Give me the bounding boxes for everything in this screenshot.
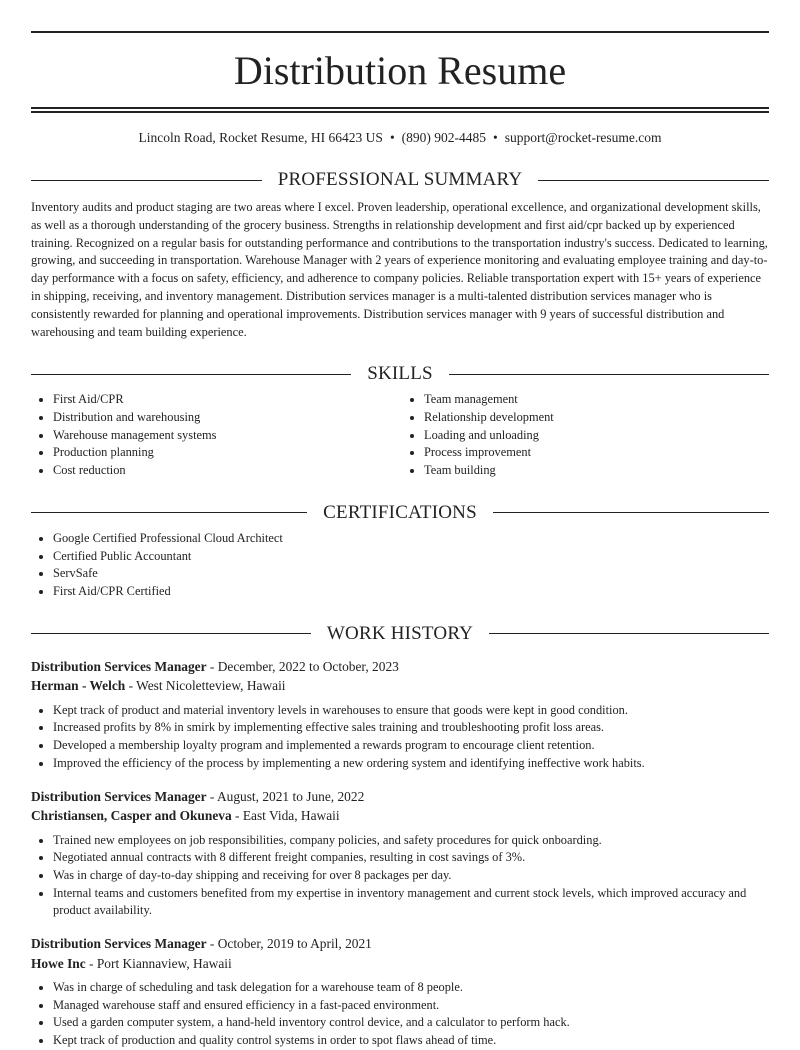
heading-rule xyxy=(31,180,262,181)
skills-grid xyxy=(31,385,769,480)
contact-line xyxy=(31,129,769,147)
job-company: Herman - Welch xyxy=(31,678,126,694)
page-title: Distribution Resume xyxy=(233,48,567,93)
section-heading-certifications xyxy=(31,502,769,524)
job-bullets xyxy=(31,702,769,773)
job-title-line xyxy=(31,657,769,677)
section-title: CERTIFICATIONS xyxy=(323,501,477,523)
list-item: • Certified Public Accountant xyxy=(53,548,769,566)
job-entry xyxy=(31,934,769,1050)
job-title-line xyxy=(31,787,769,807)
title-double-rule xyxy=(31,107,769,113)
top-rule xyxy=(31,31,769,33)
job-company: Howe Inc xyxy=(31,955,86,971)
heading-rule xyxy=(538,180,769,181)
heading-rule xyxy=(31,633,311,634)
job-entry xyxy=(31,787,769,921)
list-item: • Loading and unloading xyxy=(424,427,769,445)
list-item: • First Aid/CPR Certified xyxy=(53,583,769,601)
list-item: • Relationship development xyxy=(424,409,769,427)
list-item: • Team management xyxy=(424,391,769,409)
contact-email[interactable]: support@rocket-resume.com xyxy=(504,130,662,145)
job-location: - East Vida, Hawaii xyxy=(231,808,340,824)
job-company-line xyxy=(31,676,769,696)
job-company-line xyxy=(31,954,769,974)
job-title: Distribution Services Manager xyxy=(31,788,207,804)
job-entry xyxy=(31,657,769,773)
list-item: • Process improvement xyxy=(424,444,769,462)
list-item: • Production planning xyxy=(53,444,400,462)
section-heading-summary xyxy=(31,169,769,191)
list-item: • Google Certified Professional Cloud Architect xyxy=(53,530,769,548)
job-location: - Port Kiannaview, Hawaii xyxy=(85,955,232,971)
section-heading-skills xyxy=(31,363,769,385)
job-title: Distribution Services Manager xyxy=(31,658,207,674)
job-dates: - October, 2019 to April, 2021 xyxy=(206,936,372,952)
list-item: • ServSafe xyxy=(53,565,769,583)
job-dates: - December, 2022 to October, 2023 xyxy=(206,658,399,674)
heading-rule xyxy=(449,374,769,375)
job-company-line xyxy=(31,806,769,826)
job-bullets xyxy=(31,979,769,1050)
job-company: Christiansen, Casper and Okuneva xyxy=(31,808,232,824)
contact-separator: • xyxy=(493,130,498,145)
section-heading-work-history xyxy=(31,623,769,645)
resume-page xyxy=(31,0,769,1050)
list-item: • First Aid/CPR xyxy=(53,391,400,409)
list-item: • Was in charge of day-to-day shipping and receiving for over 8 packages per day. xyxy=(53,867,769,885)
list-item: • Developed a membership loyalty program and implemented a rewards program to encourage client retention. xyxy=(53,737,769,755)
list-item: • Negotiated annual contracts with 8 different freight companies, resulting in cost savings of 3%. xyxy=(53,849,769,867)
list-item: • Distribution and warehousing xyxy=(53,409,400,427)
contact-address: Lincoln Road, Rocket Resume, HI 66423 US xyxy=(138,130,383,145)
list-item: • Internal teams and customers benefited from my expertise in inventory management and current stock levels, which improved accuracy and product availability. xyxy=(53,885,769,920)
skills-list-right xyxy=(400,391,769,480)
section-title: PROFESSIONAL SUMMARY xyxy=(277,169,523,190)
skills-list-left xyxy=(31,391,400,480)
contact-separator: • xyxy=(389,130,395,145)
list-item: • Managed warehouse staff and ensured efficiency in a fast-paced environment. xyxy=(53,997,769,1015)
job-title: Distribution Services Manager xyxy=(31,936,207,952)
list-item: • Trained new employees on job responsibilities, company policies, and safety procedures for quick onboarding. xyxy=(53,832,769,850)
list-item: • Cost reduction xyxy=(53,462,400,480)
heading-rule xyxy=(493,512,769,513)
job-location: - West Nicoletteview, Hawaii xyxy=(125,678,286,694)
contact-phone: (890) 902-4485 xyxy=(401,130,487,145)
list-item: • Kept track of product and material inventory levels in warehouses to ensure that goods were kept in good condition. xyxy=(53,702,769,720)
list-item: • Improved the efficiency of the process by implementing a new ordering system and identifying ineffective work habits. xyxy=(53,755,769,773)
heading-rule xyxy=(31,512,307,513)
summary-text: Inventory audits and product staging are two areas where I excel. Proven leadership, operational excellence, and organizational development skills, as well as a thorough understanding of the grocery business. Strengths in relationship development and first aid/cpr backed up by experienced training. Recognized on a regular basis for outstanding performance and contributions to the transportation industry's success. Dedicated to learning, growing, and succeeding in transportation. Warehouse Manager with 2 years of experience monitoring and evaluating employee training and day-to-day performance with a focus on safety, efficiency, and adherence to company policies. Reliable transportation expert with 15+ years of experience in shipping, receiving, and inventory management. Distribution services manager is a multi-talented distribution services manager who is consistently rewarded for planning and operational improvements. Distribution services manager with 9 years of successful distribution and warehousing and team building experience. xyxy=(31,200,768,339)
list-item: • Warehouse management systems xyxy=(53,427,400,445)
list-item: • Kept track of production and quality control systems in order to spot flaws ahead of time. xyxy=(53,1032,769,1050)
list-item: • Increased profits by 8% in smirk by implementing effective sales training and troubleshooting profit loss areas. xyxy=(53,719,769,737)
heading-rule xyxy=(489,633,769,634)
list-item: • Was in charge of scheduling and task delegation for a warehouse team of 8 people. xyxy=(53,979,769,997)
section-title: SKILLS xyxy=(367,363,433,385)
section-title: WORK HISTORY xyxy=(326,622,474,644)
list-item: • Used a garden computer system, a hand-held inventory control device, and a calculator to perform hack. xyxy=(53,1014,769,1032)
job-bullets xyxy=(31,832,769,921)
heading-rule xyxy=(31,374,351,375)
certifications-list xyxy=(31,530,769,601)
job-dates: - August, 2021 to June, 2022 xyxy=(206,788,365,804)
job-title-line xyxy=(31,934,769,954)
list-item: • Team building xyxy=(424,462,769,480)
